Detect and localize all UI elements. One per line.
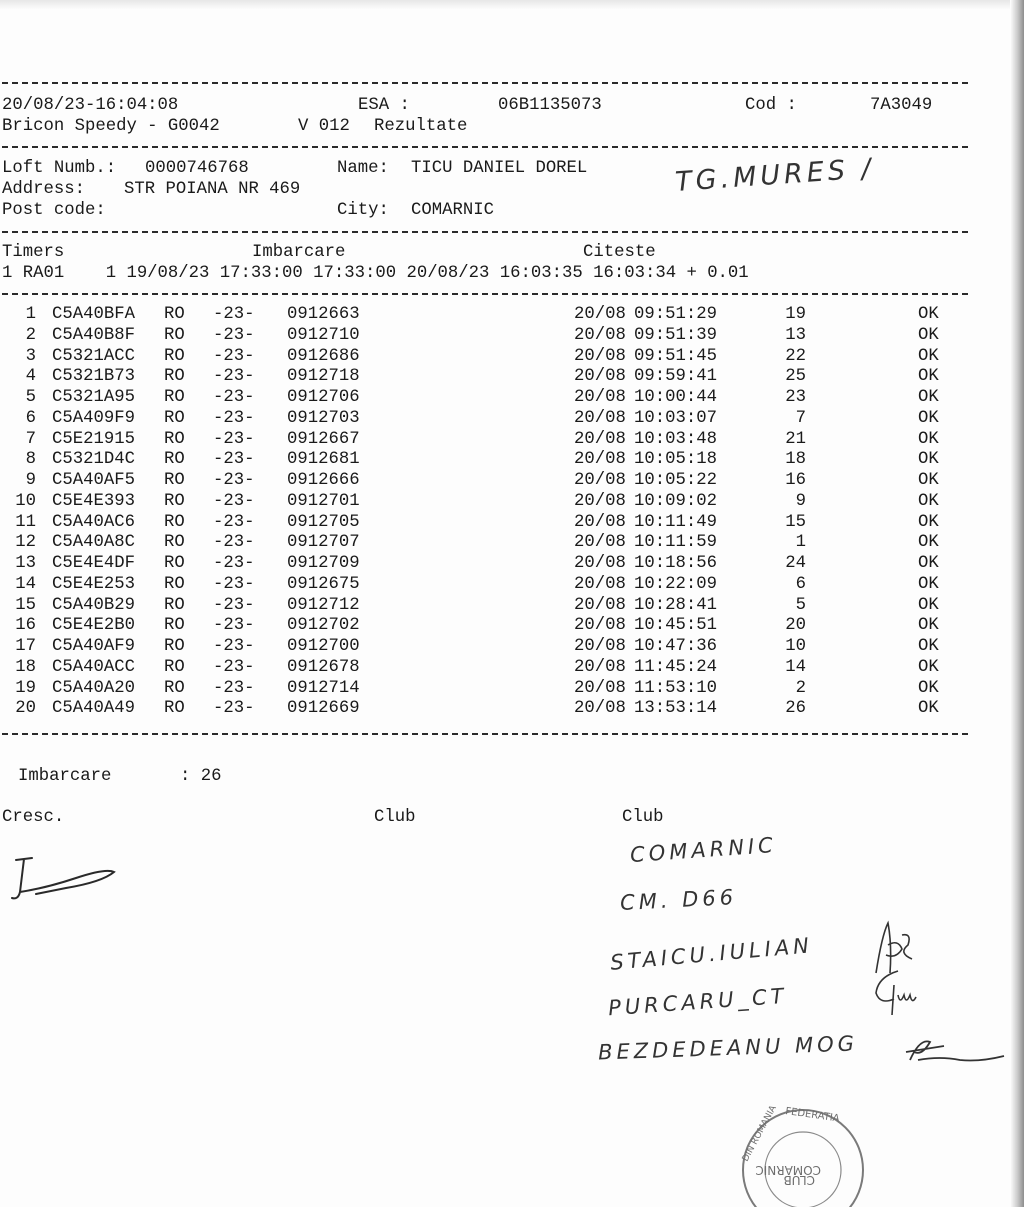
chip-id: C5321D4C xyxy=(52,450,135,470)
status-flag: OK xyxy=(918,429,939,449)
position: 5 xyxy=(795,595,806,615)
ring-year: -23- xyxy=(213,346,255,366)
row-index: 16 xyxy=(15,616,36,636)
status-flag: OK xyxy=(918,595,939,615)
position: 1 xyxy=(795,533,806,553)
chip-id: C5A409F9 xyxy=(52,408,135,428)
ring-year: -23- xyxy=(213,533,255,553)
owner-name: TICU DANIEL DOREL xyxy=(411,159,588,178)
arrival-date: 20/08 xyxy=(574,471,626,490)
handwritten-signer-1: STAICU.IULIAN xyxy=(609,933,814,975)
chip-id: C5A40A49 xyxy=(52,699,135,719)
signature-2-icon xyxy=(868,965,928,1025)
status-flag: OK xyxy=(918,471,939,490)
ring-number: 0912702 xyxy=(287,616,360,636)
row-index: 4 xyxy=(25,367,36,387)
table-row xyxy=(0,470,1000,491)
chip-id: C5A40B8F xyxy=(52,325,135,345)
status-flag: OK xyxy=(918,637,939,656)
row-index: 6 xyxy=(25,408,36,428)
ring-year: -23- xyxy=(213,595,255,615)
arrival-time: 09:51:45 xyxy=(634,346,717,366)
status-flag: OK xyxy=(918,512,939,532)
ring-year: -23- xyxy=(213,699,255,719)
position: 10 xyxy=(785,637,806,656)
table-row xyxy=(0,346,1000,367)
ring-year: -23- xyxy=(213,512,255,532)
chip-id: C5A40A20 xyxy=(52,678,135,698)
country-code: RO xyxy=(164,491,185,511)
ring-number: 0912706 xyxy=(287,388,360,407)
table-row xyxy=(0,574,1000,595)
status-flag: OK xyxy=(918,678,939,698)
arrival-time: 10:18:56 xyxy=(634,554,717,573)
arrival-time: 11:53:10 xyxy=(634,678,717,698)
cod-value: 7A3049 xyxy=(870,96,933,115)
ring-number: 0912707 xyxy=(287,533,360,553)
name-label: Name: xyxy=(337,159,389,178)
arrival-date: 20/08 xyxy=(574,491,626,511)
dashed-separator xyxy=(2,146,968,148)
table-row xyxy=(0,532,1000,553)
row-index: 10 xyxy=(15,491,36,511)
row-index: 13 xyxy=(15,554,36,573)
ring-number: 0912678 xyxy=(287,657,360,677)
cod-label: Cod : xyxy=(745,96,797,115)
status-flag: OK xyxy=(918,574,939,594)
table-row xyxy=(0,408,1000,429)
position: 9 xyxy=(795,491,806,511)
arrival-time: 09:59:41 xyxy=(634,367,717,387)
table-row xyxy=(0,678,1000,699)
club-label-1: Club xyxy=(374,808,416,827)
position: 24 xyxy=(785,554,806,573)
address-label: Address: xyxy=(2,180,85,199)
ring-number: 0912667 xyxy=(287,429,360,449)
arrival-date: 20/08 xyxy=(574,554,626,573)
table-row xyxy=(0,595,1000,616)
position: 20 xyxy=(785,616,806,636)
country-code: RO xyxy=(164,408,185,428)
ring-year: -23- xyxy=(213,616,255,636)
status-flag: OK xyxy=(918,491,939,511)
arrival-date: 20/08 xyxy=(574,305,626,324)
position: 14 xyxy=(785,657,806,677)
handwritten-club-code: CM. D66 xyxy=(619,884,738,916)
imbarcare-total-label: Imbarcare xyxy=(18,767,112,786)
loft-number: 0000746768 xyxy=(145,159,249,178)
handwritten-signer-3: BEZDEDEANU MOG xyxy=(597,1031,859,1065)
device-version: V 012 xyxy=(298,117,350,136)
status-flag: OK xyxy=(918,699,939,719)
arrival-time: 10:09:02 xyxy=(634,491,717,511)
ring-year: -23- xyxy=(213,408,255,428)
country-code: RO xyxy=(164,429,185,449)
svg-text:CLUB: CLUB xyxy=(783,1173,815,1187)
ring-year: -23- xyxy=(213,637,255,656)
country-code: RO xyxy=(164,346,185,366)
position: 21 xyxy=(785,429,806,449)
arrival-date: 20/08 xyxy=(574,450,626,470)
row-index: 7 xyxy=(25,429,36,449)
table-row xyxy=(0,304,1000,325)
ring-year: -23- xyxy=(213,574,255,594)
country-code: RO xyxy=(164,325,185,345)
row-index: 14 xyxy=(15,574,36,594)
arrival-date: 20/08 xyxy=(574,367,626,387)
ring-number: 0912709 xyxy=(287,554,360,573)
ring-year: -23- xyxy=(213,429,255,449)
chip-id: C5E4E253 xyxy=(52,574,135,594)
country-code: RO xyxy=(164,657,185,677)
ring-number: 0912700 xyxy=(287,637,360,656)
country-code: RO xyxy=(164,471,185,490)
position: 26 xyxy=(785,699,806,719)
position: 22 xyxy=(785,346,806,366)
row-index: 19 xyxy=(15,678,36,698)
chip-id: C5A40AF5 xyxy=(52,471,135,490)
status-flag: OK xyxy=(918,554,939,573)
chip-id: C5321ACC xyxy=(52,346,135,366)
row-index: 8 xyxy=(25,450,36,470)
arrival-date: 20/08 xyxy=(574,574,626,594)
table-row xyxy=(0,449,1000,470)
status-flag: OK xyxy=(918,408,939,428)
country-code: RO xyxy=(164,305,185,324)
dashed-separator xyxy=(2,293,968,295)
chip-id: C5E4E2B0 xyxy=(52,616,135,636)
ring-number: 0912710 xyxy=(287,325,360,345)
table-row xyxy=(0,325,1000,346)
dashed-separator xyxy=(2,231,968,233)
ring-year: -23- xyxy=(213,554,255,573)
row-index: 12 xyxy=(15,533,36,553)
club-stamp-icon xyxy=(733,1092,863,1207)
arrival-time: 13:53:14 xyxy=(634,699,717,719)
position: 13 xyxy=(785,325,806,345)
signature-3-icon xyxy=(900,1030,1010,1070)
arrival-time: 09:51:29 xyxy=(634,305,717,324)
chip-id: C5321A95 xyxy=(52,388,135,407)
chip-id: C5A40AC6 xyxy=(52,512,135,532)
esa-value: 06B1135073 xyxy=(498,96,602,115)
svg-text:DIN ROMANIA: DIN ROMANIA xyxy=(740,1103,779,1164)
ring-year: -23- xyxy=(213,325,255,345)
country-code: RO xyxy=(164,512,185,532)
status-flag: OK xyxy=(918,388,939,407)
country-code: RO xyxy=(164,699,185,719)
ring-number: 0912714 xyxy=(287,678,360,698)
arrival-time: 09:51:39 xyxy=(634,325,717,345)
citeste-header: Citeste xyxy=(583,243,656,262)
position: 7 xyxy=(795,408,806,428)
chip-id: C5A40B29 xyxy=(52,595,135,615)
table-row xyxy=(0,366,1000,387)
country-code: RO xyxy=(164,637,185,656)
status-flag: OK xyxy=(918,533,939,553)
row-index: 20 xyxy=(15,699,36,719)
country-code: RO xyxy=(164,574,185,594)
ring-year: -23- xyxy=(213,678,255,698)
status-flag: OK xyxy=(918,325,939,345)
row-index: 5 xyxy=(25,388,36,407)
ring-number: 0912686 xyxy=(287,346,360,366)
position: 6 xyxy=(795,574,806,594)
ring-number: 0912663 xyxy=(287,305,360,324)
country-code: RO xyxy=(164,595,185,615)
arrival-date: 20/08 xyxy=(574,699,626,719)
position: 15 xyxy=(785,512,806,532)
arrival-time: 10:45:51 xyxy=(634,616,717,636)
ring-year: -23- xyxy=(213,657,255,677)
post-code-label: Post code: xyxy=(2,201,106,220)
arrival-date: 20/08 xyxy=(574,533,626,553)
ring-year: -23- xyxy=(213,388,255,407)
device-name: Bricon Speedy - G0042 xyxy=(2,117,220,136)
arrival-time: 10:22:09 xyxy=(634,574,717,594)
chip-id: C5321B73 xyxy=(52,367,135,387)
club-label-2: Club xyxy=(622,808,664,827)
position: 2 xyxy=(795,678,806,698)
position: 16 xyxy=(785,471,806,490)
row-index: 15 xyxy=(15,595,36,615)
arrival-date: 20/08 xyxy=(574,678,626,698)
status-flag: OK xyxy=(918,305,939,324)
country-code: RO xyxy=(164,533,185,553)
row-index: 18 xyxy=(15,657,36,677)
status-flag: OK xyxy=(918,367,939,387)
ring-number: 0912705 xyxy=(287,512,360,532)
ring-number: 0912701 xyxy=(287,491,360,511)
row-index: 9 xyxy=(25,471,36,490)
arrival-date: 20/08 xyxy=(574,388,626,407)
esa-label: ESA : xyxy=(358,96,410,115)
position: 25 xyxy=(785,367,806,387)
row-index: 1 xyxy=(25,305,36,324)
chip-id: C5E4E4DF xyxy=(52,554,135,573)
table-row xyxy=(0,512,1000,533)
arrival-date: 20/08 xyxy=(574,595,626,615)
table-row xyxy=(0,491,1000,512)
row-index: 3 xyxy=(25,346,36,366)
arrival-date: 20/08 xyxy=(574,429,626,449)
status-flag: OK xyxy=(918,346,939,366)
country-code: RO xyxy=(164,388,185,407)
timer-line: 1 RA01 1 19/08/23 17:33:00 17:33:00 20/08/23 16:03:35 16:03:34 + 0.01 xyxy=(2,264,749,283)
arrival-time: 10:05:18 xyxy=(634,450,717,470)
arrival-time: 10:03:48 xyxy=(634,429,717,449)
table-row xyxy=(0,698,1000,719)
table-row xyxy=(0,657,1000,678)
imbarcare-total-value: : 26 xyxy=(180,767,222,786)
ring-number: 0912712 xyxy=(287,595,360,615)
country-code: RO xyxy=(164,616,185,636)
arrival-date: 20/08 xyxy=(574,512,626,532)
dashed-separator xyxy=(2,733,968,735)
arrival-date: 20/08 xyxy=(574,346,626,366)
timers-label: Timers xyxy=(2,243,65,262)
svg-text:COMARNIC: COMARNIC xyxy=(755,1163,821,1177)
table-row xyxy=(0,636,1000,657)
country-code: RO xyxy=(164,554,185,573)
status-flag: OK xyxy=(918,657,939,677)
ring-year: -23- xyxy=(213,491,255,511)
row-index: 17 xyxy=(15,637,36,656)
country-code: RO xyxy=(164,678,185,698)
handwritten-signer-2: PURCARU_CT xyxy=(607,983,789,1021)
country-code: RO xyxy=(164,450,185,470)
header-datetime: 20/08/23-16:04:08 xyxy=(2,96,179,115)
country-code: RO xyxy=(164,367,185,387)
report-mode: Rezultate xyxy=(374,117,468,136)
chip-id: C5A40ACC xyxy=(52,657,135,677)
status-flag: OK xyxy=(918,450,939,470)
arrival-time: 10:00:44 xyxy=(634,388,717,407)
ring-number: 0912703 xyxy=(287,408,360,428)
ring-year: -23- xyxy=(213,305,255,324)
status-flag: OK xyxy=(918,616,939,636)
ring-number: 0912666 xyxy=(287,471,360,490)
arrival-time: 10:47:36 xyxy=(634,637,717,656)
arrival-date: 20/08 xyxy=(574,325,626,345)
chip-id: C5E21915 xyxy=(52,429,135,449)
chip-id: C5A40A8C xyxy=(52,533,135,553)
position: 19 xyxy=(785,305,806,324)
city-value: COMARNIC xyxy=(411,201,494,220)
table-row xyxy=(0,387,1000,408)
chip-id: C5A40BFA xyxy=(52,305,135,324)
table-row xyxy=(0,553,1000,574)
handwritten-club-name: COMARNIC xyxy=(629,832,778,868)
arrival-date: 20/08 xyxy=(574,637,626,656)
arrival-time: 10:28:41 xyxy=(634,595,717,615)
dashed-separator xyxy=(2,82,968,84)
ring-number: 0912718 xyxy=(287,367,360,387)
position: 18 xyxy=(785,450,806,470)
loft-label: Loft Numb.: xyxy=(2,159,117,178)
ring-year: -23- xyxy=(213,367,255,387)
arrival-time: 10:11:59 xyxy=(634,533,717,553)
cresc-label: Cresc. xyxy=(2,808,65,827)
handwritten-location-note: TG.MURES / xyxy=(674,153,876,198)
imbarcare-header: Imbarcare xyxy=(252,243,346,262)
arrival-time: 10:03:07 xyxy=(634,408,717,428)
ring-year: -23- xyxy=(213,471,255,490)
svg-text:FEDERATIA: FEDERATIA xyxy=(784,1106,841,1125)
ring-number: 0912681 xyxy=(287,450,360,470)
ring-year: -23- xyxy=(213,450,255,470)
breeder-signature-icon xyxy=(6,848,126,908)
row-index: 2 xyxy=(25,325,36,345)
arrival-date: 20/08 xyxy=(574,408,626,428)
position: 23 xyxy=(785,388,806,407)
ring-number: 0912675 xyxy=(287,574,360,594)
chip-id: C5E4E393 xyxy=(52,491,135,511)
arrival-date: 20/08 xyxy=(574,657,626,677)
table-row xyxy=(0,615,1000,636)
scan-top-edge xyxy=(0,0,1010,10)
city-label: City: xyxy=(337,201,389,220)
address-value: STR POIANA NR 469 xyxy=(124,180,301,199)
arrival-date: 20/08 xyxy=(574,616,626,636)
arrival-time: 11:45:24 xyxy=(634,657,717,677)
row-index: 11 xyxy=(15,512,36,532)
table-row xyxy=(0,429,1000,450)
chip-id: C5A40AF9 xyxy=(52,637,135,656)
scan-right-edge xyxy=(1010,0,1024,1207)
arrival-time: 10:05:22 xyxy=(634,471,717,490)
arrival-time: 10:11:49 xyxy=(634,512,717,532)
ring-number: 0912669 xyxy=(287,699,360,719)
